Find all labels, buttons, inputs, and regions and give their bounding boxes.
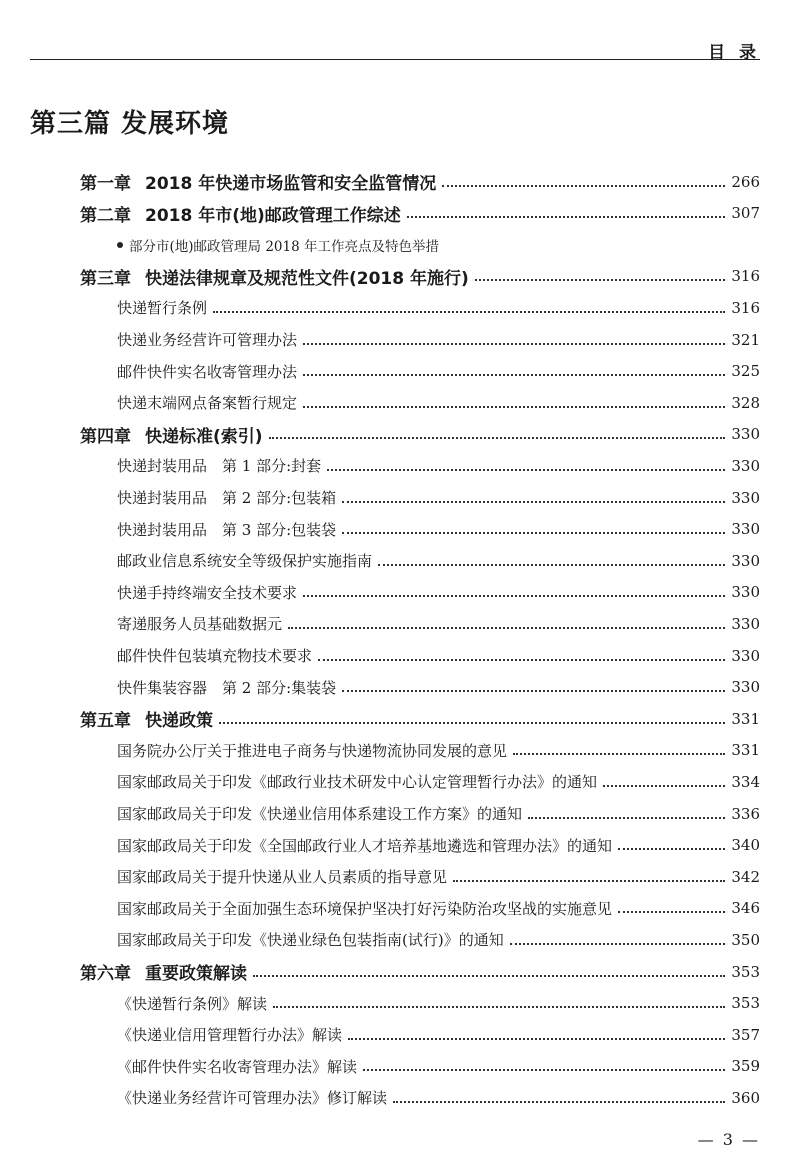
chapter-number: 第三章 bbox=[80, 268, 131, 289]
toc-item-row bbox=[0, 1082, 790, 1113]
item-label: 《快递业信用管理暂行办法》解读 bbox=[117, 1026, 343, 1045]
item-label: 快件集装容器 第 2 部分:集装袋 bbox=[117, 678, 337, 697]
item-label: 寄递服务人员基础数据元 bbox=[117, 615, 283, 634]
page-number-ref: 360 bbox=[731, 1088, 760, 1107]
dot-leader bbox=[378, 564, 725, 566]
toc-item-row bbox=[0, 766, 790, 797]
toc-item-row bbox=[0, 672, 790, 703]
dot-leader bbox=[363, 1069, 725, 1071]
toc-item-row bbox=[0, 735, 790, 766]
page-number-ref: 353 bbox=[731, 962, 760, 981]
toc-item-row bbox=[0, 514, 790, 545]
dot-leader bbox=[303, 374, 725, 376]
chapter-title: 快递政策 bbox=[145, 711, 213, 732]
item-label: 快递封装用品 第 1 部分:封套 bbox=[117, 457, 322, 476]
item-label: 国家邮政局关于印发《快递业信用体系建设工作方案》的通知 bbox=[117, 805, 523, 823]
toc-chapter-row bbox=[0, 419, 790, 450]
dot-leader bbox=[303, 595, 725, 597]
item-label: 国务院办公厅关于推进电子商务与快递物流协同发展的意见 bbox=[117, 741, 508, 760]
toc-item-row bbox=[0, 988, 790, 1019]
dot-leader bbox=[342, 690, 725, 692]
toc-item-row bbox=[0, 608, 790, 639]
dot-leader bbox=[288, 627, 725, 629]
page-number-ref: 340 bbox=[731, 836, 760, 855]
page-number-ref: 325 bbox=[731, 362, 760, 381]
dot-leader bbox=[303, 343, 725, 345]
toc-item-row bbox=[0, 356, 790, 387]
item-label: 《邮件快件实名收寄管理办法》解读 bbox=[117, 1057, 358, 1076]
chapter-title: 2018 年快递市场监管和安全监管情况 bbox=[145, 174, 437, 194]
dot-leader bbox=[253, 975, 725, 977]
item-label: 快递封装用品 第 2 部分:包装箱 bbox=[117, 489, 337, 507]
toc-chapter-row bbox=[0, 166, 790, 197]
dot-leader bbox=[213, 311, 725, 313]
item-label: 国家邮政局关于印发《快递业绿色包装指南(试行)》的通知 bbox=[117, 931, 504, 950]
header-section-title: 目 录 bbox=[708, 43, 760, 63]
page-number: — 3 — bbox=[697, 1130, 760, 1149]
dot-leader bbox=[393, 1101, 725, 1103]
toc-item-row bbox=[0, 830, 790, 861]
chapter-number: 第五章 bbox=[80, 711, 131, 732]
page-number-ref: 346 bbox=[731, 899, 760, 918]
item-label: 快递末端网点备案暂行规定 bbox=[117, 394, 298, 413]
dot-leader bbox=[603, 785, 725, 787]
page-number-ref: 330 bbox=[731, 551, 760, 570]
chapter-number: 第六章 bbox=[80, 964, 131, 984]
item-label: 国家邮政局关于印发《全国邮政行业人才培养基地遴选和管理办法》的通知 bbox=[117, 836, 613, 855]
dot-leader bbox=[327, 469, 725, 471]
item-label: 《快递暂行条例》解读 bbox=[117, 994, 268, 1013]
dot-leader bbox=[219, 722, 725, 724]
page-number-ref: 266 bbox=[731, 172, 760, 191]
item-label: 邮件快件实名收寄管理办法 bbox=[117, 362, 298, 381]
item-label: 邮政业信息系统安全等级保护实施指南 bbox=[117, 552, 373, 571]
page-number-ref: 328 bbox=[731, 393, 760, 412]
item-label: 国家邮政局关于提升快递从业人员素质的指导意见 bbox=[117, 868, 448, 887]
toc-chapter-row bbox=[0, 261, 790, 292]
item-label: 快递暂行条例 bbox=[117, 299, 208, 318]
page-number-ref: 331 bbox=[731, 709, 760, 728]
toc-bullet-row bbox=[0, 229, 790, 260]
toc-item-row bbox=[0, 387, 790, 418]
toc-item-row bbox=[0, 798, 790, 829]
dot-leader bbox=[510, 943, 726, 945]
page-number-ref: 330 bbox=[731, 520, 760, 539]
dot-leader bbox=[407, 216, 726, 218]
page-number-ref: 330 bbox=[731, 425, 760, 444]
item-label: 邮件快件包装填充物技术要求 bbox=[117, 647, 313, 665]
page-number-ref: 353 bbox=[731, 994, 760, 1013]
dot-leader bbox=[442, 185, 725, 187]
dot-leader bbox=[528, 817, 725, 819]
toc-item-row bbox=[0, 924, 790, 955]
chapter-title: 重要政策解读 bbox=[145, 964, 247, 984]
toc-item-row bbox=[0, 1051, 790, 1082]
page-number-ref: 330 bbox=[731, 646, 760, 665]
item-label: 快递业务经营许可管理办法 bbox=[117, 331, 298, 349]
bullet-label: 部分市(地)邮政管理局 2018 年工作亮点及特色举措 bbox=[129, 238, 439, 255]
dot-leader bbox=[342, 532, 725, 534]
dot-leader bbox=[348, 1038, 725, 1040]
page-number-ref: 330 bbox=[731, 456, 760, 475]
chapter-title: 快递标准(索引) bbox=[145, 426, 263, 447]
page-number-ref: 316 bbox=[731, 267, 760, 286]
page-number-ref: 321 bbox=[731, 330, 760, 349]
page-number-ref: 316 bbox=[731, 298, 760, 317]
toc-item-row bbox=[0, 292, 790, 323]
item-label: 《快递业务经营许可管理办法》修订解读 bbox=[117, 1089, 388, 1108]
item-label: 快递封装用品 第 3 部分:包装袋 bbox=[117, 520, 337, 539]
toc-item-row bbox=[0, 893, 790, 924]
chapter-title: 2018 年市(地)邮政管理工作综述 bbox=[145, 205, 401, 226]
toc-item-row bbox=[0, 577, 790, 608]
part-title: 第三篇 发展环境 bbox=[30, 109, 230, 139]
page-number-ref: 359 bbox=[731, 1057, 760, 1076]
dot-leader bbox=[453, 880, 725, 882]
chapter-number: 第二章 bbox=[80, 205, 131, 226]
page-number-ref: 342 bbox=[731, 867, 760, 886]
chapter-number: 第四章 bbox=[80, 426, 131, 447]
toc-chapter-row bbox=[0, 956, 790, 987]
dot-leader bbox=[618, 911, 725, 913]
dot-leader bbox=[269, 437, 726, 439]
dot-leader bbox=[273, 1006, 725, 1008]
page-number-ref: 350 bbox=[731, 930, 760, 949]
page-number-ref: 330 bbox=[731, 614, 760, 633]
toc-chapter-row bbox=[0, 703, 790, 734]
toc-chapter-row bbox=[0, 198, 790, 229]
page-number-ref: 334 bbox=[731, 772, 760, 791]
dot-leader bbox=[342, 501, 725, 503]
item-label: 国家邮政局关于全面加强生态环境保护坚决打好污染防治攻坚战的实施意见 bbox=[117, 899, 613, 918]
dot-leader bbox=[475, 279, 726, 281]
toc-item-row bbox=[0, 545, 790, 576]
toc-item-row bbox=[0, 640, 790, 671]
dot-leader bbox=[513, 753, 725, 755]
page-number-ref: 357 bbox=[731, 1025, 760, 1044]
item-label: 快递手持终端安全技术要求 bbox=[117, 583, 298, 602]
page-number-ref: 330 bbox=[731, 678, 760, 697]
dot-leader bbox=[318, 659, 725, 661]
item-label: 国家邮政局关于印发《邮政行业技术研发中心认定管理暂行办法》的通知 bbox=[117, 773, 598, 792]
page-number-ref: 330 bbox=[731, 488, 760, 507]
page-number-ref: 331 bbox=[731, 741, 760, 760]
toc-item-row bbox=[0, 1019, 790, 1050]
page-number-ref: 307 bbox=[731, 204, 760, 223]
dot-leader bbox=[618, 848, 725, 850]
chapter-title: 快递法律规章及规范性文件(2018 年施行) bbox=[145, 268, 469, 289]
toc-item-row bbox=[0, 861, 790, 892]
toc-item-row bbox=[0, 324, 790, 355]
page-number-ref: 330 bbox=[731, 583, 760, 602]
bullet-icon bbox=[117, 242, 123, 248]
chapter-number: 第一章 bbox=[80, 174, 131, 194]
header-rule bbox=[30, 59, 760, 60]
toc-item-row bbox=[0, 450, 790, 481]
page-number-ref: 336 bbox=[731, 804, 760, 823]
dot-leader bbox=[303, 406, 725, 408]
toc-item-row bbox=[0, 482, 790, 513]
